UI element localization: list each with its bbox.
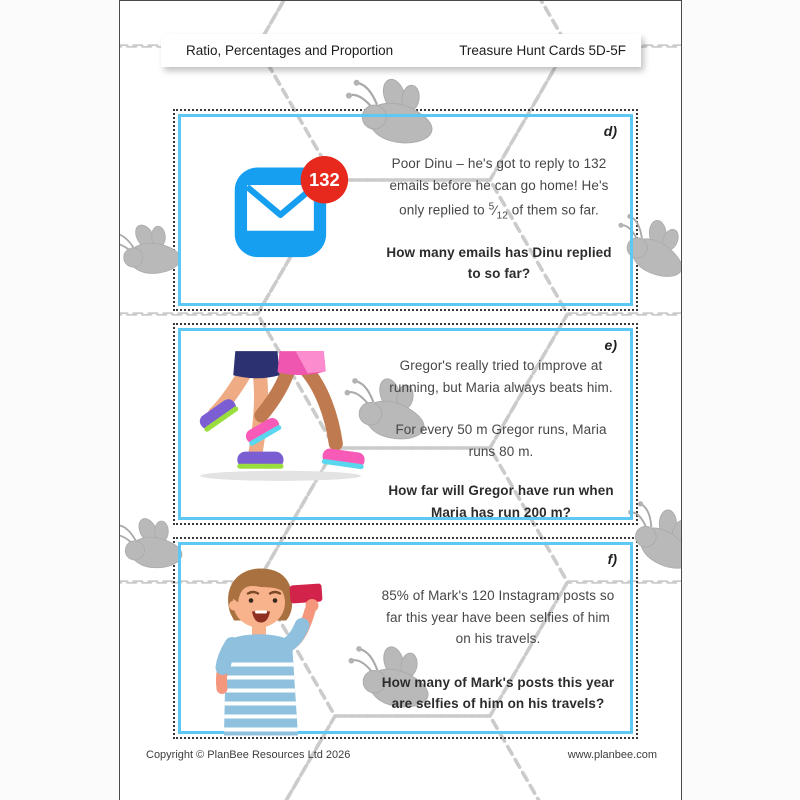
card-label: f) [607, 551, 617, 567]
bee-icon [340, 68, 448, 158]
treasure-hunt-card-f [173, 537, 638, 739]
notification-badge: 132 [309, 168, 340, 190]
card-label: d) [603, 123, 617, 139]
runners-illustration [185, 351, 371, 487]
question: How many emails has Dinu replied to so far? [386, 244, 612, 282]
email-icon [233, 149, 349, 265]
worksheet-page [119, 0, 682, 800]
question: How far will Gregor have run when Maria has run 200 m? [388, 483, 614, 520]
card-label: e) [604, 337, 617, 353]
worksheet-title: Ratio, Percentages and Proportion [186, 43, 394, 58]
selfie-boy-illustration [196, 560, 336, 736]
problem-statement: 85% of Mark's 120 Instagram posts so far this year have been selfies of him on his travels. [381, 588, 615, 646]
copyright-text: Copyright © PlanBee Resources Ltd 2026 [146, 749, 351, 761]
card-text [375, 355, 627, 523]
problem-statement: Poor Dinu – he's got to reply to 132 emails before he can go home! He's only replied to $^5⁄_{12}$ of them so far. [389, 156, 609, 222]
card-text [373, 153, 625, 285]
problem-detail: For every 50 m Gregor runs, Maria runs 80 m. [395, 422, 607, 459]
fraction: $^5⁄_{12}$ [488, 201, 508, 222]
worksheet-subtitle: Treasure Hunt Cards 5D-5F [459, 43, 626, 58]
website-text: www.planbee.com [567, 749, 657, 761]
header-bar [161, 34, 641, 67]
treasure-hunt-card-e [173, 323, 638, 525]
problem-statement: Gregor's really tried to improve at running, but Maria always beats him. [389, 358, 613, 395]
question: How many of Mark's posts this year are selfies of him on his travels? [381, 674, 615, 711]
card-text [367, 585, 629, 715]
